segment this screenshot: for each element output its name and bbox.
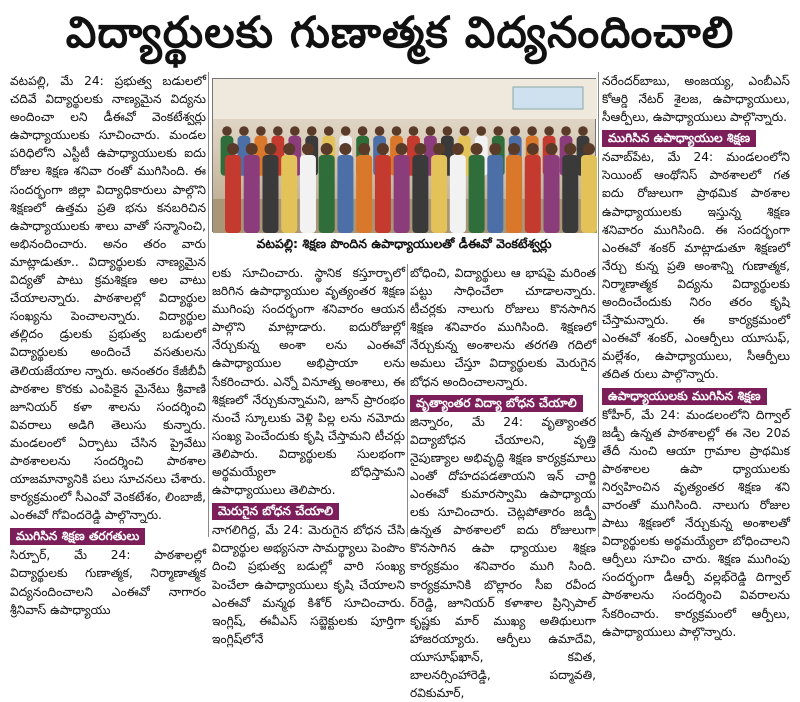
subheading: వృత్యాంతర విద్యా బోధన చేయాలి bbox=[410, 395, 583, 412]
person-head bbox=[396, 143, 408, 155]
person-head bbox=[561, 126, 571, 136]
person-head bbox=[564, 143, 576, 155]
person-head bbox=[290, 126, 300, 136]
person-body bbox=[544, 155, 560, 233]
person-head bbox=[283, 143, 295, 155]
subheading: ముగిసిన శిక్షణ తరగతులు bbox=[10, 528, 145, 545]
person-head bbox=[443, 126, 453, 136]
person-body bbox=[469, 155, 485, 233]
person-body bbox=[394, 155, 410, 233]
news-photo bbox=[212, 78, 596, 256]
article-column-2 bbox=[212, 264, 405, 646]
person-head bbox=[246, 143, 258, 155]
group-photo-image bbox=[212, 78, 596, 232]
person-body bbox=[412, 155, 428, 233]
person-head bbox=[476, 126, 486, 136]
person-head bbox=[264, 143, 276, 155]
person-head bbox=[377, 143, 389, 155]
photo-caption: వటపల్లి: శిక్షణ పొందిన ఉపాధ్యాయులతో డీఈవో వెంకటేశ్వర్లు bbox=[256, 236, 552, 251]
article-paragraph: బోధించి, విద్యార్థులు ఆ భాషపై మరింత పట్టు సాధించేలా చూడాలన్నారు. టీచర్లకు నాలుగు రోజులు కొనసాగిన శిక్షణ శనివారం ముగిసింది. శిక్షణలో నేర్చుకున్న అంశాలను తరగతి గదిలో అమలు చేస్తూ విద్యార్థులకు మెరుగైన బోధన అందించాలన్నారు. bbox=[410, 266, 596, 389]
article-column-3 bbox=[410, 264, 596, 701]
column-rule bbox=[208, 72, 209, 537]
article-paragraph: జిన్నారం, మే 24: వృత్యాంతర విద్యాబోధన చేయాలని, వృత్తి నైపుణ్యాల అభివృద్ధి శిక్షణ కార్యక్రమాలు ఎంతో దోహదపడతాయని ఇన్ చార్జి ఎంఈవో కుమారస్వామి ఉపాధ్యాయ లకు సూచించారు. చెట్లపోతారం జడ్పీ ఉన్నత పాఠశాలలో ఐదు రోజులుగా కొనసాగిన ఉపా ధ్యాయుల శిక్షణ కార్యక్రమం శనివారం ముగి సింది. కార్యక్రమానికి బొల్లారం సీఐ రవీంద ర్‌రెడ్డి, జూనియర్ కళాశాల ప్రిన్సిపాల్ కృష్ణకు మార్ ముఖ్య అతిథులుగా హాజరయ్యారు. ఆర్పీలు ఉమాదేవి, యూసూఫ్‌ఖాన్, కవిత, బాలనర్సింహారెడ్డి, పద్మావతి, రవికుమార్, bbox=[410, 414, 596, 701]
person-head bbox=[358, 126, 368, 136]
person-body bbox=[337, 155, 353, 233]
person-head bbox=[583, 143, 595, 155]
column-rule bbox=[407, 264, 408, 537]
person-head bbox=[578, 126, 588, 136]
person-body bbox=[262, 155, 278, 233]
person-head bbox=[471, 143, 483, 155]
person-head bbox=[339, 143, 351, 155]
person-head bbox=[527, 143, 539, 155]
person-head bbox=[460, 126, 470, 136]
subheading: ఉపాధ్యాయులకు ముగిసిన శిక్షణ bbox=[602, 388, 767, 405]
person-body bbox=[506, 155, 522, 233]
person-head bbox=[227, 143, 239, 155]
person-body bbox=[319, 155, 335, 233]
person-head bbox=[358, 143, 370, 155]
person-body bbox=[450, 155, 466, 233]
person-body bbox=[281, 155, 297, 233]
article-paragraph: నాగలిగిద్ద, మే 24: మెరుగైన బోధన చేసి విద్యార్థుల అభ్యసనా సామర్థ్యాలు పెంపొం దించి ప్రభుత్వ బడుల్లో వారి సంఖ్య పెంచేలా ఉపాధ్యాయులు కృషి చేయాలని ఎంఈవో మన్మథ కిశోర్ సూచించారు. ఇంగ్లిష్, ఈవీఎస్ సబ్జెక్టులకు పూర్తిగా ఇంగ్లిష్‌లోనే bbox=[212, 523, 405, 646]
person-head bbox=[452, 143, 464, 155]
person-head bbox=[414, 143, 426, 155]
person-head bbox=[426, 126, 436, 136]
subheading: ముగిసిన ఉపాధ్యాయుల శిక్షణ bbox=[602, 130, 756, 147]
person-head bbox=[527, 126, 537, 136]
person-body bbox=[225, 155, 241, 233]
person-head bbox=[256, 126, 266, 136]
group-photo-drawing bbox=[213, 79, 597, 233]
person-head bbox=[375, 126, 385, 136]
person-head bbox=[341, 126, 351, 136]
person-body bbox=[581, 155, 597, 233]
article-paragraph: వటపల్లి, మే 24: ప్రభుత్వ బడులలో చదివే విద్యార్థులకు నాణ్యమైన విద్యను అందించా లని డీఈవో వెంకటేశ్వర్లు ఉపాధ్యాయులకు సూచించారు. మండల పరిధిలోని ఎస్టీటీ ఉపాధ్యాయులకు ఐదు రోజుల శిక్షణ శనివా రంతో ముగిసింది. ఈ సందర్భంగా జిల్లా విద్యాధికారులు పాల్గొని శిక్షణలో ఉత్తమ ప్రతి భను కనబరిచిన ఉపాధ్యాయులకు శాలు వాతో సన్మానించి, అభినందించారు. అనం తరం వారు మాట్లాడుతూ.. విద్యార్థులకు నాణ్యమైన విద్యతో పాటు క్రమశిక్షణ అల వాటు చేయాలన్నారు. పాఠశాలల్లో విద్యార్థుల సంఖ్యను పెంచాలన్నారు. విద్యార్థుల తల్లిదం డ్రులకు ప్రభుత్వ బడులలో విద్యార్థులకు అందించే వసతులను తెలియజేయాల న్నారు. అనంతరం కేజీబీవీ పాఠశాల కొరకు ఎంపికైన మైనేటు శ్రీవాణి జూనియర్ కళా శాలను సందర్శించి వివరాలు అడిగి తెలుసు కున్నారు. మండలంలో ఏర్పాటు చేసిన ప్రైవేటు పాఠశాలలను సందర్శించి పాఠశాల యాజమాన్యానికి పలు సూచనలు చేశారు. కార్యక్రమంలో సీఎంవో వెంకటేశం, లింబాజీ, ఎంఈవో గోవిందరెడ్డి పాల్గొన్నారు. bbox=[10, 74, 206, 523]
column-rule bbox=[598, 72, 599, 537]
person-head bbox=[321, 143, 333, 155]
person-body bbox=[562, 155, 578, 233]
article-paragraph: కోహీర్, మే 24: మండలంలోని దిగ్వాల్ జడ్పీ ఉన్నత పాఠశాలల్లో ఈ నెల 20వ తేదీ నుంచి ఆయా గ్రామాల ప్రాథమిక పాఠశాలల ఉపా ధ్యాయులకు నిర్వహించిన వృత్యంతర శిక్షణ శని వారంతో ముగిసింది. నాలుగు రోజుల పాటు శిక్షణలో నేర్చుకున్న అంశాలతో విద్యార్థులకు అర్థమయ్యేలా బోధించాలని ఆర్పీలు సూచిం చారు. శిక్షణ ముగింపు సందర్భంగా డీఆర్పీ వల్లభ్‌రెడ్డి దిగ్వాల్ పాఠశాలను సందర్శించి వివరాలను సేకరించారు. కార్యక్రమంలో ఆర్పీలు, ఉపాధ్యాయులు పాల్గొన్నారు. bbox=[602, 407, 790, 639]
person-head bbox=[433, 143, 445, 155]
person-body bbox=[375, 155, 391, 233]
article-column-4 bbox=[602, 72, 790, 639]
person-body bbox=[525, 155, 541, 233]
person-body bbox=[244, 155, 260, 233]
article-column-1 bbox=[10, 72, 206, 617]
article-paragraph: నరేందర్‌బాబు, అంజయ్య, ఎంబీఎస్ కోఆర్డి నేటర్ శైలజ, ఉపాధ్యాయులు, సీఆర్పీలు, ఉపాధ్యాయులు పాల్గొన్నారు. bbox=[602, 74, 790, 125]
article-paragraph: నవాబ్‌పేట, మే 24: మండలంలోని సెయింట్ ఆంథోనిస్ పాఠశాలలో గత ఐదు రోజులుగా ప్రాథమిక పాఠశాల ఉపాధ్యాయులకు ఇస్తున్న శిక్షణ శనివారం ముగిసింది. ఈ సందర్భంగా ఎంఈవో శంకర్ మాట్లాడుతూ శిక్షణలో నేర్చు కున్న ప్రతి అంశాన్ని గుణాత్మక, నిర్మాణాత్మక విద్యను విద్యార్థులకు అందించేందుకు నిరం తరం కృషి చేస్తామన్నారు. ఈ కార్యక్రమంలో ఎంఈవో శంకర్, ఎంఆర్పీలు యూసుఫ్, మల్లేశం, ఉపాధ్యాయులు, సీఆర్పీలు తదిత రులు పాల్గొన్నారు. bbox=[602, 150, 790, 382]
person-body bbox=[300, 155, 316, 233]
person-body bbox=[487, 155, 503, 233]
person-head bbox=[324, 126, 334, 136]
person-head bbox=[508, 143, 520, 155]
person-head bbox=[307, 126, 317, 136]
person-head bbox=[544, 126, 554, 136]
person-head bbox=[510, 126, 520, 136]
person-head bbox=[273, 126, 283, 136]
article-paragraph: లకు సూచించారు. స్థానిక కస్తూర్బాలో జరిగిన ఉపాధ్యాయుల వృత్యంతర శిక్షణ ముగింపు సందర్భంగా శనివారం ఆయన పాల్గొని మాట్లాడారు. ఐదురోజుల్లో నేర్చుకున్న అంశా లను ఎంఈవో ఉపాధ్యాయుల అభిప్రాయా లను సేకరించారు. ఎన్నో వినూత్న అంశాలు, ఈ శిక్షణలో నేర్చుకున్నామని, జూన్ ప్రారంభం నుంచే స్కూలుకు వెళ్లి పిల్ల లను నమోదు సంఖ్య పెంచేందుకు కృషి చేస్తామని టీచర్లు తెలిపారు. విద్యార్థులకు సులభంగా అర్థమయ్యేలా బోధిస్తామని ఉపాధ్యాయులు తెలిపారు. bbox=[212, 266, 405, 498]
person-body bbox=[431, 155, 447, 233]
person-head bbox=[489, 143, 501, 155]
headline: విద్యార్థులకు గుణాత్మక విద్యనందించాలి bbox=[65, 7, 735, 58]
person-head bbox=[493, 126, 503, 136]
person-head bbox=[239, 126, 249, 136]
article-paragraph: సిర్పూర్, మే 24: పాఠశాలల్లో విద్యార్థులకు గుణాత్మక, నిర్మాణాత్మక విద్యనందించాలని ఎంఈవో నాగారం శ్రీనివాస్ ఉపాధ్యాయు bbox=[10, 548, 206, 617]
person-body bbox=[356, 155, 372, 233]
person-head bbox=[222, 126, 232, 136]
subheading: మెరుగైన బోధన చేయాలి bbox=[212, 503, 339, 520]
person-head bbox=[409, 126, 419, 136]
person-head bbox=[546, 143, 558, 155]
person-head bbox=[302, 143, 314, 155]
person-head bbox=[392, 126, 402, 136]
